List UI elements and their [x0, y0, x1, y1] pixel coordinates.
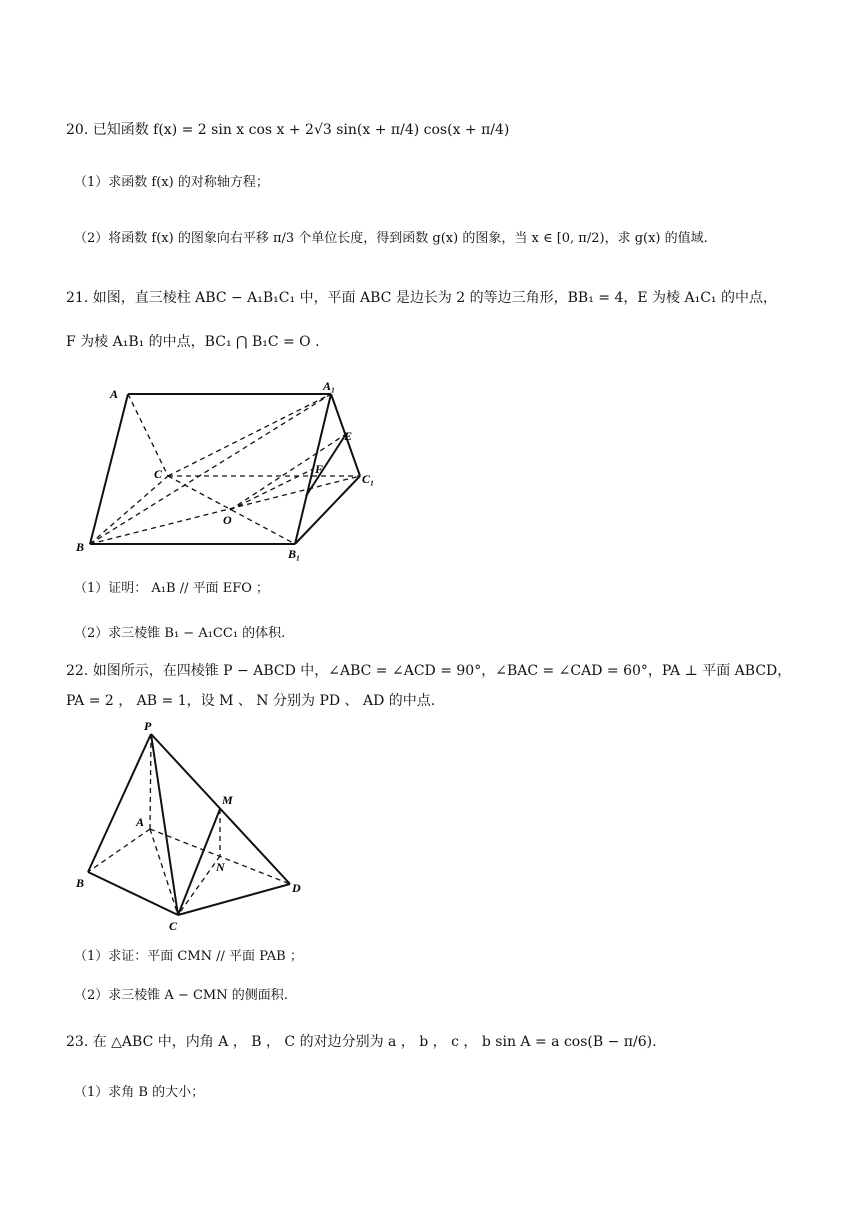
- pyramid-figure: [70, 716, 320, 936]
- prism-figure: [70, 376, 390, 566]
- label-N: N: [216, 860, 225, 874]
- label-F: F: [315, 462, 324, 476]
- q21-part2: （2）求三棱锥 B₁ − A₁CC₁ 的体积.: [74, 626, 286, 641]
- label-C: C: [154, 467, 163, 481]
- q21-part1: （1）证明： A₁B // 平面 EFO ；: [74, 581, 270, 596]
- label-D: D: [292, 881, 301, 895]
- label-O: O: [223, 513, 232, 527]
- q23-stem: 23. 在 △ABC 中，内角 A ， B ， C 的对边分别为 a ， b ， c ， b sin A = a cos(B − π/6).: [66, 1034, 657, 1050]
- q21-stem-line1: 21. 如图，直三棱柱 ABC − A₁B₁C₁ 中，平面 ABC 是边长为 2 的等边三角形，BB₁ = 4，E 为棱 A₁C₁ 的中点，: [66, 290, 777, 306]
- q20-part1: （1）求函数 f(x) 的对称轴方程；: [74, 175, 269, 190]
- label-P: P: [144, 719, 152, 733]
- pyramid-solid-edges: [88, 734, 290, 915]
- label-A1: A₁: [323, 379, 336, 393]
- label-B: B: [76, 876, 85, 890]
- q22-part1: （1）求证：平面 CMN // 平面 PAB ；: [74, 949, 303, 964]
- label-A: A: [110, 387, 119, 401]
- q23-part1: （1）求角 B 的大小；: [74, 1085, 205, 1100]
- q20-part2: （2）将函数 f(x) 的图象向右平移 π/3 个单位长度，得到函数 g(x) 的图象，当 x ∈ [0, π/2)，求 g(x) 的值域.: [74, 231, 708, 246]
- label-B: B: [76, 540, 85, 554]
- label-E: E: [344, 429, 353, 443]
- label-C1: C₁: [362, 472, 375, 486]
- q21-stem-line2: F 为棱 A₁B₁ 的中点，BC₁ ⋂ B₁C = O .: [66, 334, 320, 350]
- q22-part2: （2）求三棱锥 A − CMN 的侧面积.: [74, 988, 288, 1003]
- q22-stem-line2: PA = 2 ， AB = 1，设 M 、 N 分别为 PD 、 AD 的中点.: [66, 693, 436, 709]
- q22-stem-line1: 22. 如图所示，在四棱锥 P − ABCD 中，∠ABC = ∠ACD = 90°，∠BAC = ∠CAD = 60°，PA ⊥ 平面 ABCD，: [66, 663, 792, 679]
- label-M: M: [222, 793, 233, 807]
- q20-stem: 20. 已知函数 f(x) = 2 sin x cos x + 2√3 sin(x + π/4) cos(x + π/4): [66, 122, 510, 138]
- label-C: C: [169, 919, 178, 933]
- label-A: A: [136, 815, 145, 829]
- label-B1: B₁: [288, 547, 301, 561]
